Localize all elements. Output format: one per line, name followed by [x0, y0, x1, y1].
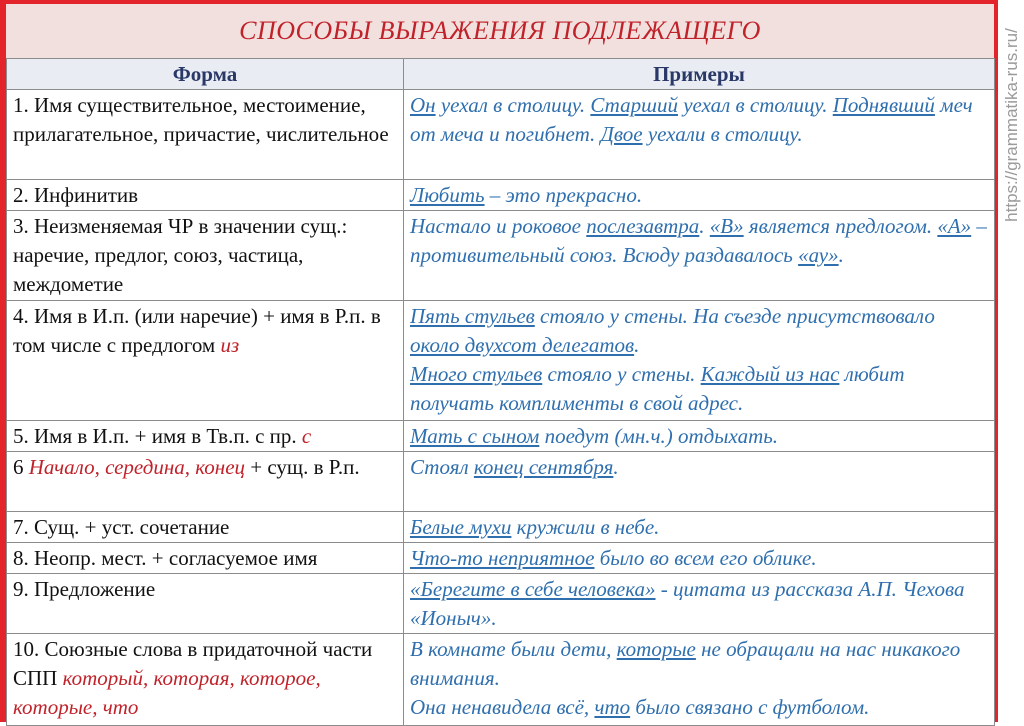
table-row — [7, 512, 995, 543]
form-cell — [7, 90, 404, 180]
text-segment: поедут (мн.ч.) отдыхать. — [539, 424, 779, 448]
header-examples: Примеры — [404, 59, 995, 90]
text-segment: 3. Неизменяемая ЧР в значении сущ.: наречие, предлог, союз, частица, междометие — [13, 214, 348, 296]
underlined-subject: «А» — [937, 214, 972, 238]
table-row — [7, 211, 995, 301]
text-segment: 9. Предложение — [13, 577, 156, 601]
underlined-subject: что — [594, 695, 631, 719]
underlined-subject: Много стульев — [410, 362, 543, 386]
text-segment: уехал в столицу. — [677, 93, 833, 117]
underlined-subject: «ау» — [798, 243, 839, 267]
text-segment: 8. Неопр. мест. + согласуемое имя — [13, 546, 318, 570]
underlined-subject: Старший — [590, 93, 678, 117]
form-cell — [7, 180, 404, 211]
text-segment: меч от меча и погибнет. — [410, 93, 973, 146]
underlined-subject: Двое — [600, 122, 643, 146]
example-cell — [404, 512, 995, 543]
table-row — [7, 574, 995, 634]
text-segment: В комнате были дети, — [410, 637, 617, 661]
form-cell — [7, 452, 404, 512]
text-segment: 2. Инфинитив — [13, 183, 139, 207]
form-cell — [7, 301, 404, 421]
text-segment: 4. Имя в И.п. (или наречие) + имя в Р.п. в том числе с предлогом — [13, 304, 381, 357]
underlined-subject: Белые мухи — [410, 515, 512, 539]
text-segment: является предлогом. — [743, 214, 938, 238]
underlined-subject: «В» — [709, 214, 744, 238]
table-row — [7, 90, 995, 180]
example-cell — [404, 211, 995, 301]
example-cell — [404, 452, 995, 512]
example-cell — [404, 543, 995, 574]
watermark — [1000, 0, 1024, 250]
underlined-subject: Пять стульев — [410, 304, 535, 328]
text-segment: Настало и роковое — [410, 214, 587, 238]
underlined-subject: послезавтра — [586, 214, 700, 238]
highlighted-term: из — [220, 333, 240, 357]
table-row — [7, 421, 995, 452]
example-cell — [404, 90, 995, 180]
form-cell — [7, 574, 404, 634]
underlined-subject: Мать с сыном — [410, 424, 540, 448]
table-row — [7, 634, 995, 726]
text-segment: уехал в столицу. — [435, 93, 591, 117]
example-cell — [404, 180, 995, 211]
form-cell — [7, 634, 404, 726]
text-segment: 10. Союзные слова в придаточной части СПП — [13, 637, 373, 690]
form-cell — [7, 211, 404, 301]
text-segment: + сущ. в Р.п. — [245, 455, 360, 479]
text-segment: было связано с футболом. — [630, 695, 870, 719]
text-segment: 5. Имя в И.п. + имя в Тв.п. с пр. — [13, 424, 302, 448]
text-segment: стояло у стены. На съезде присутствовало — [534, 304, 935, 328]
table-row — [7, 452, 995, 512]
underlined-subject: конец сентября — [473, 455, 614, 479]
table-body — [7, 90, 995, 726]
text-segment: было во всем его облике. — [594, 546, 817, 570]
table-row — [7, 543, 995, 574]
text-segment: 7. Сущ. + уст. сочетание — [13, 515, 230, 539]
text-segment: . — [699, 214, 710, 238]
text-segment: – это прекрасно. — [484, 183, 643, 207]
form-cell — [7, 512, 404, 543]
example-cell — [404, 574, 995, 634]
underlined-subject: Он — [410, 93, 436, 117]
example-cell — [404, 421, 995, 452]
text-segment: 1. Имя существительное, местоимение, прилагательное, причастие, числительное — [13, 93, 389, 146]
title-band — [6, 4, 994, 58]
text-segment: – противительный союз. Всюду раздавалось — [410, 214, 987, 267]
watermark-text: https://grammatika-rus.ru/ — [1002, 28, 1022, 222]
subject-table — [6, 58, 995, 726]
form-cell — [7, 421, 404, 452]
highlighted-term: с — [301, 424, 312, 448]
header-form: Форма — [7, 59, 404, 90]
highlighted-term: Начало, середина, конец — [28, 455, 246, 479]
header-row — [7, 59, 995, 90]
highlighted-term: который, которая, которое, которые, что — [13, 666, 321, 719]
text-segment: Она ненавидела всё, — [410, 695, 595, 719]
underlined-subject: Каждый из нас — [700, 362, 840, 386]
text-segment: стояло у стены. — [542, 362, 701, 386]
page-title: СПОСОБЫ ВЫРАЖЕНИЯ ПОДЛЕЖАЩЕГО — [239, 16, 761, 45]
text-segment: уехали в столицу. — [642, 122, 803, 146]
text-segment: кружили в небе. — [511, 515, 660, 539]
underlined-subject: которые — [616, 637, 696, 661]
underlined-subject: Поднявший — [832, 93, 935, 117]
underlined-subject: около двухсот делегатов — [410, 333, 635, 357]
form-cell — [7, 543, 404, 574]
text-segment: любит получать комплименты в свой адрес. — [410, 362, 905, 415]
text-segment: 6 — [13, 455, 29, 479]
example-cell — [404, 301, 995, 421]
text-segment: . — [634, 333, 640, 357]
text-segment: не обращали на нас никакого внимания. — [410, 637, 961, 690]
text-segment: - цитата из рассказа А.П. Чехова «Ионыч». — [410, 577, 965, 630]
example-cell — [404, 634, 995, 726]
table-row — [7, 301, 995, 421]
text-segment: Стоял — [410, 455, 474, 479]
underlined-subject: «Берегите в себе человека» — [410, 577, 656, 601]
underlined-subject: Любить — [410, 183, 485, 207]
text-segment: . — [838, 243, 844, 267]
underlined-subject: Что-то неприятное — [410, 546, 595, 570]
text-segment: . — [613, 455, 619, 479]
table-row — [7, 180, 995, 211]
